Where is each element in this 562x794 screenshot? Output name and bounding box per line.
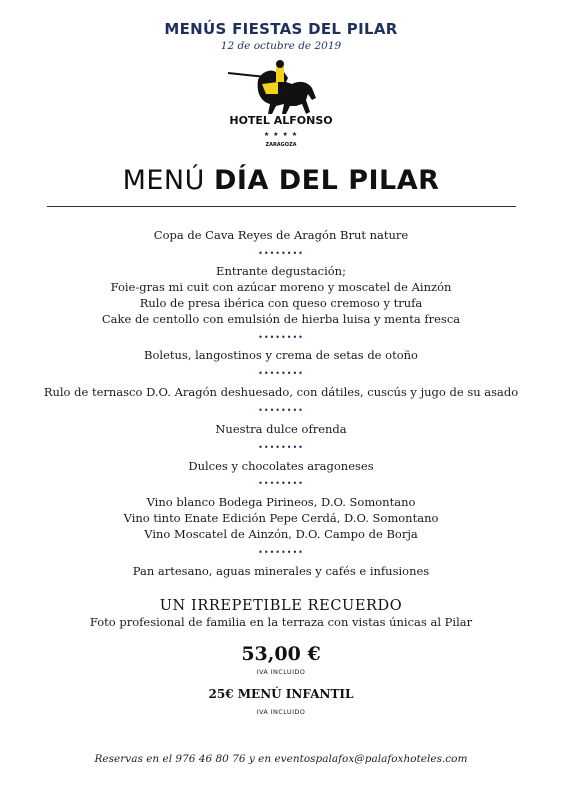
course-postre: Nuestra dulce ofrenda: [215, 422, 347, 436]
menu-title: [0, 165, 562, 196]
event-date: 12 de octubre de 2019: [220, 40, 342, 52]
course-dulces: Dulces y chocolates aragoneses: [188, 459, 374, 473]
menu-title-prefix: MENÚ: [122, 165, 205, 196]
knight-horse-icon: [228, 60, 316, 114]
separator: ••••••••: [258, 479, 304, 488]
wine-item: Vino tinto Enate Edición Pepe Cerdá, D.O. Somontano: [123, 511, 439, 525]
hotel-logo: [0, 60, 562, 155]
course-cava: Copa de Cava Reyes de Aragón Brut nature: [153, 228, 409, 242]
course-boletus: Boletus, langostinos y crema de setas de otoño: [144, 348, 418, 362]
separator: ••••••••: [258, 548, 304, 557]
logo-stars: ★ ★ ★ ★: [263, 131, 299, 138]
course-pan: Pan artesano, aguas minerales y cafés e infusiones: [132, 564, 430, 578]
course-ternasco: Rulo de ternasco D.O. Aragón deshuesado, con dátiles, cuscús y jugo de su asado: [43, 385, 519, 399]
child-menu-price: 25€ MENÚ INFANTIL: [208, 687, 354, 701]
menu-price: 53,00 €: [241, 643, 321, 665]
logo-hotel-name: HOTEL ALFONSO: [229, 114, 333, 127]
course-entrante-item: Rulo de presa ibérica con queso cremoso y trufa: [139, 296, 423, 310]
price-iva-note: IVA INCLUIDO: [256, 668, 306, 676]
separator: ••••••••: [258, 369, 304, 378]
wine-item: Vino blanco Bodega Pirineos, D.O. Somontano: [146, 495, 416, 509]
recuerdo-title: UN IRREPETIBLE RECUERDO: [159, 598, 403, 614]
page-header-title: MENÚS FIESTAS DEL PILAR: [164, 20, 398, 38]
course-entrante-item: Foie-gras mi cuit con azúcar moreno y moscatel de Ainzón: [110, 280, 452, 294]
recuerdo-text: Foto profesional de familia en la terraza con vistas únicas al Pilar: [89, 615, 473, 629]
wine-item: Vino Moscatel de Ainzón, D.O. Campo de Borja: [144, 527, 418, 541]
menu-title-name: DÍA DEL PILAR: [213, 165, 440, 196]
separator: ••••••••: [258, 333, 304, 342]
course-entrante-item: Cake de centollo con emulsión de hierba luisa y menta fresca: [101, 312, 461, 326]
separator: ••••••••: [258, 443, 304, 452]
separator: ••••••••: [258, 249, 304, 258]
child-price-iva-note: IVA INCLUIDO: [256, 708, 306, 716]
logo-city: ZARAGOZA: [265, 142, 297, 148]
separator: ••••••••: [258, 406, 304, 415]
course-entrante-title: Entrante degustación;: [216, 264, 346, 278]
reservations-footer: Reservas en el 976 46 80 76 y en eventospalafox@palafoxhoteles.com: [94, 753, 468, 765]
title-divider: [47, 206, 516, 207]
